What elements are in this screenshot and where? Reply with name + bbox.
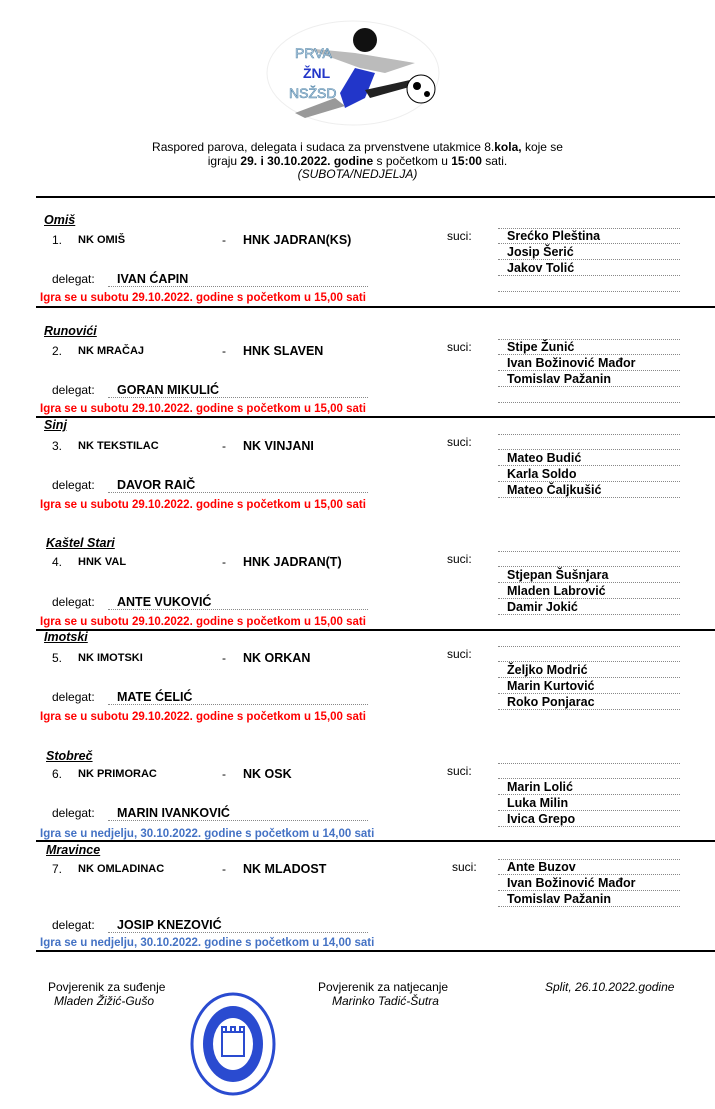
divider	[36, 416, 715, 418]
referee-name: Roko Ponjarac	[498, 694, 680, 710]
referee-name: Luka Milin	[498, 795, 680, 811]
match-dash: -	[222, 767, 226, 781]
divider	[36, 196, 715, 198]
match-dash: -	[222, 233, 226, 247]
referees-label: suci:	[447, 764, 472, 778]
match-number: 7.	[52, 862, 63, 876]
home-team: NK TEKSTILAC	[78, 440, 159, 452]
referee-name	[498, 763, 680, 779]
referee-name: Marin Lolić	[498, 779, 680, 795]
home-team: HNK VAL	[78, 556, 127, 568]
referee-name: Mateo Čaljkušić	[498, 482, 680, 498]
match-location: Omiš	[44, 213, 76, 227]
delegate-name: DAVOR RAIČ	[108, 478, 368, 493]
home-team: NK PRIMORAC	[78, 768, 157, 780]
match-location: Runovići	[44, 324, 97, 338]
referees-label: suci:	[447, 552, 472, 566]
match-number: 3.	[52, 439, 63, 453]
svg-text:ŽNL: ŽNL	[303, 65, 331, 81]
match-number: 1.	[52, 233, 63, 247]
association-stamp	[190, 992, 276, 1096]
match-location: Sinj	[44, 418, 67, 432]
referee-name: Ivan Božinović Mađor	[498, 355, 680, 371]
referees-label: suci:	[452, 860, 477, 874]
referee-name: Mateo Budić	[498, 450, 680, 466]
delegate-label: delegat:	[52, 690, 95, 704]
away-team: NK MLADOST	[243, 862, 327, 876]
match-number: 2.	[52, 344, 63, 358]
referee-name	[498, 276, 680, 292]
delegate-label: delegat:	[52, 918, 95, 932]
header-line-2: igraju 29. i 30.10.2022. godine s početkom u 15:00 sati.	[207, 154, 508, 168]
match-time-note: Igra se u nedjelju, 30.10.2022. godine s početkom u 14,00 sati	[40, 937, 375, 949]
divider	[36, 306, 715, 308]
referee-name: Srećko Pleština	[498, 228, 680, 244]
referees-label: suci:	[447, 647, 472, 661]
match-location: Stobreč	[46, 749, 93, 763]
referee-commissioner-name: Mladen Žižić-Gušo	[54, 994, 155, 1008]
referee-name: Tomislav Pažanin	[498, 891, 680, 907]
referee-name: Karla Soldo	[498, 466, 680, 482]
match-time-note: Igra se u subotu 29.10.2022. godine s početkom u 15,00 sati	[40, 499, 366, 511]
referee-name: Josip Šerić	[498, 244, 680, 260]
referee-name: Ante Buzov	[498, 859, 680, 875]
match-time-note: Igra se u subotu 29.10.2022. godine s početkom u 15,00 sati	[40, 292, 366, 304]
home-team: NK IMOTSKI	[78, 652, 143, 664]
divider	[36, 840, 715, 842]
referees-label: suci:	[447, 435, 472, 449]
competition-commissioner-title: Povjerenik za natjecanje	[318, 980, 449, 994]
match-location: Imotski	[44, 630, 88, 644]
referee-name: Ivica Grepo	[498, 811, 680, 827]
match-dash: -	[222, 344, 226, 358]
away-team: HNK JADRAN(T)	[243, 555, 342, 569]
away-team: NK VINJANI	[243, 439, 314, 453]
delegate-label: delegat:	[52, 272, 95, 286]
referee-name: Mladen Labrović	[498, 583, 680, 599]
referee-name	[498, 387, 680, 403]
referees-label: suci:	[447, 229, 472, 243]
delegate-name: IVAN ĆAPIN	[108, 272, 368, 287]
delegate-label: delegat:	[52, 383, 95, 397]
delegate-label: delegat:	[52, 806, 95, 820]
referee-name: Željko Modrić	[498, 662, 680, 678]
delegate-name: JOSIP KNEZOVIĆ	[108, 918, 368, 933]
away-team: NK OSK	[243, 767, 292, 781]
referee-name: Stjepan Šušnjara	[498, 567, 680, 583]
header-line-3: (SUBOTA/NEDJELJA)	[297, 167, 418, 181]
referee-name: Marin Kurtović	[498, 678, 680, 694]
svg-text:NSŽSD: NSŽSD	[289, 85, 337, 101]
referee-name: Tomislav Pažanin	[498, 371, 680, 387]
referee-name: Ivan Božinović Mađor	[498, 875, 680, 891]
match-time-note: Igra se u subotu 29.10.2022. godine s početkom u 15,00 sati	[40, 616, 366, 628]
delegate-name: ANTE VUKOVIĆ	[108, 595, 368, 610]
match-dash: -	[222, 651, 226, 665]
match-dash: -	[222, 862, 226, 876]
referee-name	[498, 646, 680, 662]
home-team: NK OMIŠ	[78, 234, 126, 246]
referee-name: Jakov Tolić	[498, 260, 680, 276]
match-number: 4.	[52, 555, 63, 569]
referees-label: suci:	[447, 340, 472, 354]
place-date: Split, 26.10.2022.godine	[545, 980, 675, 994]
match-number: 6.	[52, 767, 63, 781]
match-location: Mravince	[46, 843, 101, 857]
match-time-note: Igra se u subotu 29.10.2022. godine s početkom u 15,00 sati	[40, 711, 366, 723]
away-team: HNK JADRAN(KS)	[243, 233, 352, 247]
referee-name	[498, 434, 680, 450]
delegate-name: GORAN MIKULIĆ	[108, 383, 368, 398]
competition-commissioner-name: Marinko Tadić-Šutra	[332, 994, 439, 1008]
league-logo	[265, 18, 445, 128]
away-team: NK ORKAN	[243, 651, 311, 665]
match-location: Kaštel Stari	[46, 536, 115, 550]
delegate-name: MARIN IVANKOVIĆ	[108, 806, 368, 821]
svg-text:PRVA: PRVA	[295, 45, 332, 61]
match-time-note: Igra se u subotu 29.10.2022. godine s početkom u 15,00 sati	[40, 403, 366, 415]
referee-name: Stipe Žunić	[498, 339, 680, 355]
delegate-name: MATE ĆELIĆ	[108, 690, 368, 705]
header-line-1: Raspored parova, delegata i sudaca za prvenstvene utakmice 8.kola, koje se	[152, 140, 563, 154]
away-team: HNK SLAVEN	[243, 344, 324, 358]
referee-commissioner-title: Povjerenik za suđenje	[48, 980, 166, 994]
home-team: NK OMLADINAC	[78, 863, 165, 875]
match-number: 5.	[52, 651, 63, 665]
delegate-label: delegat:	[52, 595, 95, 609]
referee-name: Damir Jokić	[498, 599, 680, 615]
match-time-note: Igra se u nedjelju, 30.10.2022. godine s početkom u 14,00 sati	[40, 828, 375, 840]
delegate-label: delegat:	[52, 478, 95, 492]
home-team: NK MRAČAJ	[78, 345, 144, 357]
divider	[36, 950, 715, 952]
match-dash: -	[222, 555, 226, 569]
match-dash: -	[222, 439, 226, 453]
divider	[36, 629, 715, 631]
referee-name	[498, 551, 680, 567]
